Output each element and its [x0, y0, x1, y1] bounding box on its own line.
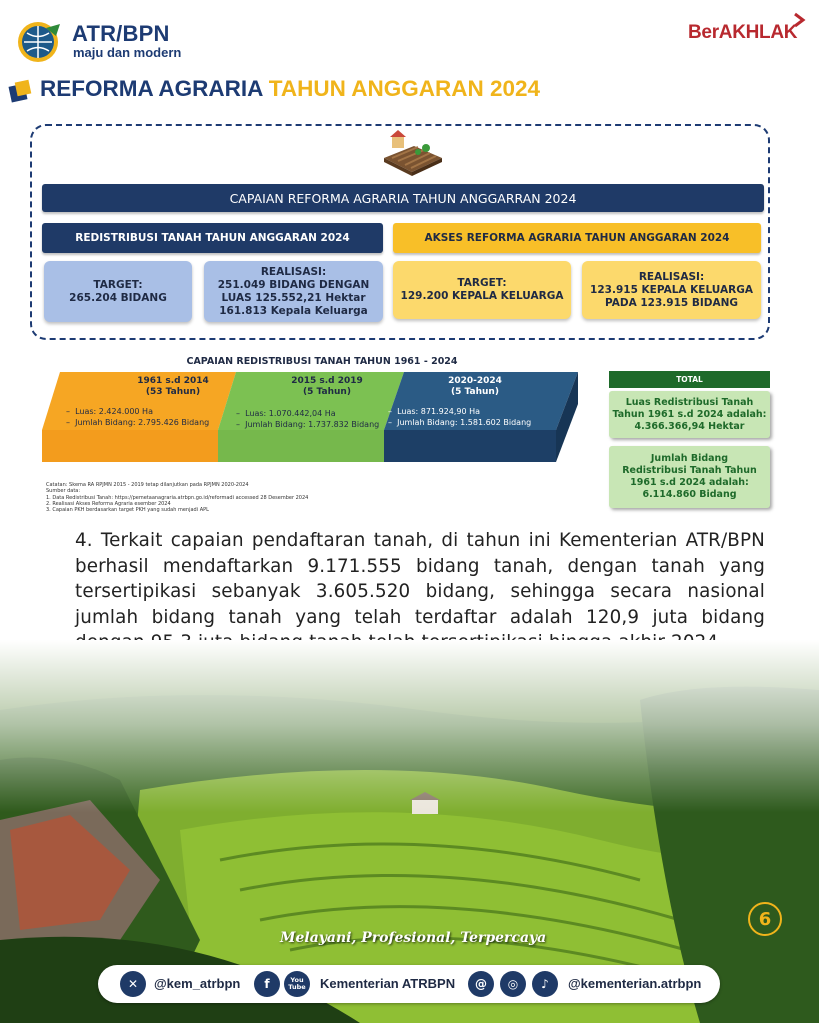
instagram-icon[interactable]: ◎ — [500, 971, 526, 997]
redistribusi-header: REDISTRIBUSI TANAH TAHUN ANGGARAN 2024 — [42, 223, 383, 253]
akses-header: AKSES REFORMA AGRARIA TAHUN ANGGARAN 2024 — [393, 223, 761, 253]
facebook-icon[interactable]: f — [254, 971, 280, 997]
tiktok-icon[interactable]: ♪ — [532, 971, 558, 997]
segment-3-front — [384, 430, 556, 462]
main-bar: CAPAIAN REFORMA AGRARIA TAHUN ANGGARRAN 2024 — [42, 184, 764, 212]
segment-1-period: 1961 s.d 2014 (53 Tahun) — [137, 376, 209, 397]
page-title: REFORMA AGRARIA TAHUN ANGGARAN 2024 — [40, 76, 541, 101]
chevron-right-icon — [792, 12, 806, 28]
berakhlak-logo: BerAKHLAK — [688, 22, 798, 43]
threads-icon[interactable]: @ — [468, 971, 494, 997]
chart-title: CAPAIAN REDISTRIBUSI TANAH TAHUN 1961 - 2024 — [186, 356, 458, 367]
segment-2-period: 2015 s.d 2019 (5 Tahun) — [291, 376, 363, 397]
source-notes: Catatan: Skema RA RPJMN 2015 - 2019 tetap dilanjutkan pada RPJMN 2020-2024 Sumber data: 1. Data Redistribusi Tanah: https://pemetaanagraria.atrbpn.go.id/reformadi accessed 28 Desember 2024 2. Realisasi Akses Reforma Agraria esember 2024 3. Capaian PKH berdasarkan target PKH yang sudah menjadi APL — [46, 482, 309, 514]
total-bidang-card: Jumlah Bidang Redistribusi Tanah Tahun 1961 s.d 2024 adalah: 6.114.860 Bidang — [609, 446, 770, 508]
segment-1-details: – Luas: 2.424.000 Ha – Jumlah Bidang: 2.795.426 Bidang — [66, 407, 210, 427]
body-paragraph: 4. Terkait capaian pendaftaran tanah, di tahun ini Kementerian ATR/BPN berhasil mendaftarkan 9.171.555 bidang tanah, dengan tanah yang tersertipikasi sebanyak 3.605.520 bidang, sehingga secara nasional jumlah bidang tanah yang telah terdaftar adalah 120,9 juta bidang — [75, 530, 765, 628]
akses-realisasi-card: REALISASI: 123.915 KEPALA KELUARGA PADA 123.915 BIDANG — [582, 261, 761, 319]
total-header: TOTAL — [609, 371, 770, 388]
segment-2-details: – Luas: 1.070.442,04 Ha – Jumlah Bidang: 1.737.832 Bidang — [236, 409, 380, 429]
youtube-name[interactable]: Kementerian ATRBPN — [320, 976, 456, 991]
farm-icon — [378, 130, 448, 178]
segment-3-details: – Luas: 871.924,90 Ha – Jumlah Bidang: 1.581.602 Bidang — [388, 407, 532, 427]
x-handle[interactable]: @kem_atrbpn — [154, 976, 241, 991]
redistribusi-target-card: TARGET: 265.204 BIDANG — [44, 261, 192, 322]
brand-subtitle: maju dan modern — [73, 45, 182, 60]
social-bar — [98, 965, 720, 1003]
total-luas-card: Luas Redistribusi Tanah Tahun 1961 s.d 2024 adalah: 4.366.366,94 Hektar — [609, 391, 770, 438]
segment-3-period: 2020-2024 (5 Tahun) — [448, 376, 502, 397]
youtube-icon[interactable]: You Tube — [284, 971, 310, 997]
x-icon[interactable]: ✕ — [120, 971, 146, 997]
redistribusi-realisasi-card: REALISASI: 251.049 BIDANG DENGAN LUAS 125.552,21 Hektar 161.813 Kepala Keluarga — [204, 261, 383, 322]
page-number: 6 — [748, 902, 782, 936]
instagram-handle[interactable]: @kementerian.atrbpn — [568, 976, 702, 991]
segment-2-front — [218, 430, 384, 462]
title-square-icon — [8, 77, 36, 105]
slogan: Melayani, Profesional, Terpercaya — [280, 930, 547, 946]
segment-1-front — [42, 430, 218, 462]
akses-target-card: TARGET: 129.200 KEPALA KELUARGA — [393, 261, 571, 319]
brand-title: ATR/BPN — [72, 21, 170, 46]
atr-bpn-logo — [16, 20, 66, 64]
